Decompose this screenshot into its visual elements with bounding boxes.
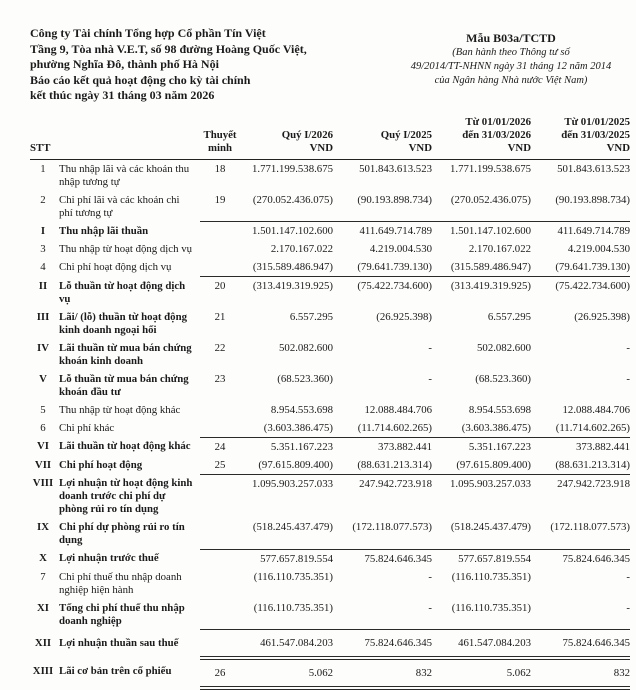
note-cell: 20 bbox=[200, 277, 240, 308]
value-ytd-2026-cell: 502.082.600 bbox=[432, 339, 531, 370]
description-cell: Lợi nhuận từ hoạt động kinh doanh trước chi phí dự phòng rủi ro tín dụng bbox=[56, 474, 200, 518]
value-ytd-2025-cell: - bbox=[531, 370, 630, 401]
value-q1-2026-cell: (3.603.386.475) bbox=[240, 419, 333, 438]
table-row bbox=[30, 630, 630, 659]
description-cell: Lỗ thuần từ hoạt động dịch vụ bbox=[56, 277, 200, 308]
value-ytd-2025-cell: 501.843.613.523 bbox=[531, 159, 630, 191]
stt-cell: 6 bbox=[30, 419, 56, 438]
stt-cell: X bbox=[30, 549, 56, 568]
value-ytd-2025-cell: 373.882.441 bbox=[531, 437, 630, 456]
header-q1-2025 bbox=[333, 116, 432, 160]
header-ytd-2026-from: Từ 01/01/2026 bbox=[432, 116, 531, 129]
note-cell bbox=[200, 549, 240, 568]
stt-cell: VI bbox=[30, 437, 56, 456]
note-cell: 21 bbox=[200, 308, 240, 339]
value-q1-2025-cell: 4.219.004.530 bbox=[333, 240, 432, 258]
report-title-line2: kết thúc ngày 31 tháng 03 năm 2026 bbox=[30, 88, 307, 104]
stt-cell: VIII bbox=[30, 474, 56, 518]
value-ytd-2025-cell: 75.824.646.345 bbox=[531, 630, 630, 659]
note-cell: 25 bbox=[200, 456, 240, 475]
header-ytd-2026-currency: VND bbox=[432, 142, 531, 155]
description-cell: Lợi nhuận trước thuế bbox=[56, 549, 200, 568]
value-ytd-2026-cell: 2.170.167.022 bbox=[432, 240, 531, 258]
value-ytd-2025-cell: (90.193.898.734) bbox=[531, 191, 630, 222]
stt-cell: XII bbox=[30, 630, 56, 659]
note-cell bbox=[200, 518, 240, 549]
table-row bbox=[30, 258, 630, 277]
table-row bbox=[30, 222, 630, 241]
value-q1-2025-cell: 75.824.646.345 bbox=[333, 630, 432, 659]
description-cell: Thu nhập từ hoạt động khác bbox=[56, 401, 200, 419]
value-ytd-2025-cell: 12.088.484.706 bbox=[531, 401, 630, 419]
table-row bbox=[30, 370, 630, 401]
table-row bbox=[30, 240, 630, 258]
value-ytd-2025-cell: 832 bbox=[531, 658, 630, 688]
value-q1-2025-cell: 75.824.646.345 bbox=[333, 549, 432, 568]
value-q1-2025-cell: 411.649.714.789 bbox=[333, 222, 432, 241]
description-cell: Lãi thuần từ hoạt động khác bbox=[56, 437, 200, 456]
report-title-line1: Báo cáo kết quả hoạt động cho kỳ tài chính bbox=[30, 73, 307, 89]
value-ytd-2025-cell: (79.641.739.130) bbox=[531, 258, 630, 277]
document-header bbox=[30, 26, 630, 104]
value-ytd-2025-cell: - bbox=[531, 339, 630, 370]
value-ytd-2026-cell: (3.603.386.475) bbox=[432, 419, 531, 438]
table-row bbox=[30, 568, 630, 599]
value-ytd-2026-cell: (116.110.735.351) bbox=[432, 568, 531, 599]
stt-cell: I bbox=[30, 222, 56, 241]
value-q1-2026-cell: 1.771.199.538.675 bbox=[240, 159, 333, 191]
note-cell bbox=[200, 568, 240, 599]
header-ytd-2025-currency: VND bbox=[531, 142, 630, 155]
note-cell bbox=[200, 240, 240, 258]
income-statement-table bbox=[30, 116, 630, 690]
value-q1-2025-cell: - bbox=[333, 568, 432, 599]
value-q1-2025-cell: (11.714.602.265) bbox=[333, 419, 432, 438]
stt-cell: II bbox=[30, 277, 56, 308]
value-q1-2025-cell: (75.422.734.600) bbox=[333, 277, 432, 308]
note-cell bbox=[200, 599, 240, 630]
value-ytd-2026-cell: 1.771.199.538.675 bbox=[432, 159, 531, 191]
table-row bbox=[30, 437, 630, 456]
description-cell: Lãi cơ bản trên cổ phiếu bbox=[56, 658, 200, 688]
header-note-line1: Thuyết bbox=[200, 129, 240, 142]
table-row bbox=[30, 658, 630, 688]
description-cell: Chi phí thuế thu nhập doanh nghiệp hiện hành bbox=[56, 568, 200, 599]
stt-cell: III bbox=[30, 308, 56, 339]
value-q1-2025-cell: (88.631.213.314) bbox=[333, 456, 432, 475]
value-ytd-2026-cell: 577.657.819.554 bbox=[432, 549, 531, 568]
header-q1-2026 bbox=[240, 116, 333, 160]
value-q1-2025-cell: - bbox=[333, 370, 432, 401]
table-row bbox=[30, 419, 630, 438]
table-row bbox=[30, 456, 630, 475]
value-ytd-2025-cell: (26.925.398) bbox=[531, 308, 630, 339]
value-ytd-2026-cell: 8.954.553.698 bbox=[432, 401, 531, 419]
table-row bbox=[30, 339, 630, 370]
value-ytd-2026-cell: (270.052.436.075) bbox=[432, 191, 531, 222]
table-row bbox=[30, 159, 630, 191]
stt-cell: XI bbox=[30, 599, 56, 630]
value-q1-2026-cell: (313.419.319.925) bbox=[240, 277, 333, 308]
value-ytd-2026-cell: (97.615.809.400) bbox=[432, 456, 531, 475]
description-cell: Lãi/ (lỗ) thuần từ hoạt động kinh doanh ngoại hối bbox=[56, 308, 200, 339]
stt-cell: 7 bbox=[30, 568, 56, 599]
stt-cell: 3 bbox=[30, 240, 56, 258]
value-q1-2025-cell: 247.942.723.918 bbox=[333, 474, 432, 518]
value-q1-2025-cell: 12.088.484.706 bbox=[333, 401, 432, 419]
value-q1-2025-cell: 832 bbox=[333, 658, 432, 688]
company-address-line1: Tầng 9, Tòa nhà V.E.T, số 98 đường Hoàng Quốc Việt, bbox=[30, 42, 307, 58]
value-q1-2026-cell: 8.954.553.698 bbox=[240, 401, 333, 419]
note-cell: 24 bbox=[200, 437, 240, 456]
note-cell bbox=[200, 222, 240, 241]
header-ytd-2025-to: đến 31/03/2025 bbox=[531, 129, 630, 142]
value-q1-2025-cell: - bbox=[333, 599, 432, 630]
form-note-line1: (Ban hành theo Thông tư số bbox=[394, 46, 628, 60]
company-info bbox=[30, 26, 307, 104]
value-ytd-2025-cell: (172.118.077.573) bbox=[531, 518, 630, 549]
value-q1-2026-cell: (68.523.360) bbox=[240, 370, 333, 401]
value-q1-2026-cell: 2.170.167.022 bbox=[240, 240, 333, 258]
value-q1-2025-cell: (26.925.398) bbox=[333, 308, 432, 339]
table-row bbox=[30, 308, 630, 339]
value-q1-2026-cell: 502.082.600 bbox=[240, 339, 333, 370]
value-ytd-2026-cell: 6.557.295 bbox=[432, 308, 531, 339]
stt-cell: IV bbox=[30, 339, 56, 370]
stt-cell: V bbox=[30, 370, 56, 401]
description-cell: Thu nhập lãi thuần bbox=[56, 222, 200, 241]
header-ytd-2026 bbox=[432, 116, 531, 160]
value-q1-2025-cell: 501.843.613.523 bbox=[333, 159, 432, 191]
value-ytd-2025-cell: (75.422.734.600) bbox=[531, 277, 630, 308]
value-ytd-2025-cell: 247.942.723.918 bbox=[531, 474, 630, 518]
value-q1-2026-cell: 577.657.819.554 bbox=[240, 549, 333, 568]
value-ytd-2026-cell: 461.547.084.203 bbox=[432, 630, 531, 659]
value-q1-2025-cell: - bbox=[333, 339, 432, 370]
description-cell: Chi phí khác bbox=[56, 419, 200, 438]
value-ytd-2025-cell: (11.714.602.265) bbox=[531, 419, 630, 438]
stt-cell: IX bbox=[30, 518, 56, 549]
report-table-body bbox=[30, 159, 630, 688]
header-ytd-2025 bbox=[531, 116, 630, 160]
value-ytd-2025-cell: (88.631.213.314) bbox=[531, 456, 630, 475]
value-q1-2026-cell: 5.351.167.223 bbox=[240, 437, 333, 456]
header-note bbox=[200, 116, 240, 160]
value-ytd-2025-cell: 75.824.646.345 bbox=[531, 549, 630, 568]
note-cell: 23 bbox=[200, 370, 240, 401]
form-number: Mẫu B03a/TCTD bbox=[394, 31, 628, 45]
value-q1-2026-cell: 6.557.295 bbox=[240, 308, 333, 339]
table-header bbox=[30, 116, 630, 160]
value-q1-2026-cell: (116.110.735.351) bbox=[240, 599, 333, 630]
header-q1-2025-currency: VND bbox=[333, 142, 432, 155]
description-cell: Chi phí dự phòng rủi ro tín dụng bbox=[56, 518, 200, 549]
note-cell bbox=[200, 419, 240, 438]
description-cell: Lỗ thuần từ mua bán chứng khoán đầu tư bbox=[56, 370, 200, 401]
value-q1-2025-cell: (172.118.077.573) bbox=[333, 518, 432, 549]
stt-cell: 1 bbox=[30, 159, 56, 191]
table-row bbox=[30, 277, 630, 308]
value-ytd-2026-cell: 1.095.903.257.033 bbox=[432, 474, 531, 518]
value-q1-2026-cell: (270.052.436.075) bbox=[240, 191, 333, 222]
stt-cell: 4 bbox=[30, 258, 56, 277]
form-note-line3: của Ngân hàng Nhà nước Việt Nam) bbox=[394, 74, 628, 88]
header-row bbox=[30, 116, 630, 160]
value-ytd-2026-cell: 5.062 bbox=[432, 658, 531, 688]
value-ytd-2025-cell: - bbox=[531, 568, 630, 599]
note-cell: 22 bbox=[200, 339, 240, 370]
header-description bbox=[56, 116, 200, 160]
value-q1-2026-cell: (116.110.735.351) bbox=[240, 568, 333, 599]
header-q1-2025-period: Quý I/2025 bbox=[333, 129, 432, 142]
value-q1-2026-cell: (518.245.437.479) bbox=[240, 518, 333, 549]
description-cell: Chi phí hoạt động dịch vụ bbox=[56, 258, 200, 277]
company-name: Công ty Tài chính Tổng hợp Cổ phần Tín Việt bbox=[30, 26, 307, 42]
value-q1-2026-cell: (315.589.486.947) bbox=[240, 258, 333, 277]
header-stt: STT bbox=[30, 116, 56, 160]
value-ytd-2025-cell: 4.219.004.530 bbox=[531, 240, 630, 258]
value-ytd-2026-cell: 1.501.147.102.600 bbox=[432, 222, 531, 241]
value-q1-2025-cell: (90.193.898.734) bbox=[333, 191, 432, 222]
stt-cell: VII bbox=[30, 456, 56, 475]
stt-cell: 5 bbox=[30, 401, 56, 419]
value-ytd-2026-cell: 5.351.167.223 bbox=[432, 437, 531, 456]
value-ytd-2026-cell: (315.589.486.947) bbox=[432, 258, 531, 277]
value-ytd-2026-cell: (518.245.437.479) bbox=[432, 518, 531, 549]
note-cell: 19 bbox=[200, 191, 240, 222]
table-row bbox=[30, 474, 630, 518]
header-q1-2026-period: Quý I/2026 bbox=[240, 129, 333, 142]
table-row bbox=[30, 549, 630, 568]
value-q1-2026-cell: 1.501.147.102.600 bbox=[240, 222, 333, 241]
value-ytd-2026-cell: (313.419.319.925) bbox=[432, 277, 531, 308]
form-reference bbox=[394, 31, 630, 88]
value-q1-2025-cell: (79.641.739.130) bbox=[333, 258, 432, 277]
value-q1-2025-cell: 373.882.441 bbox=[333, 437, 432, 456]
form-note-line2: 49/2014/TT-NHNN ngày 31 tháng 12 năm 2014 bbox=[394, 60, 628, 74]
header-ytd-2025-from: Từ 01/01/2025 bbox=[531, 116, 630, 129]
table-row bbox=[30, 401, 630, 419]
header-ytd-2026-to: đến 31/03/2026 bbox=[432, 129, 531, 142]
table-row bbox=[30, 191, 630, 222]
description-cell: Lợi nhuận thuần sau thuế bbox=[56, 630, 200, 659]
company-address-line2: phường Nghĩa Đô, thành phố Hà Nội bbox=[30, 57, 307, 73]
value-ytd-2026-cell: (116.110.735.351) bbox=[432, 599, 531, 630]
note-cell: 18 bbox=[200, 159, 240, 191]
value-q1-2026-cell: 461.547.084.203 bbox=[240, 630, 333, 659]
value-ytd-2025-cell: - bbox=[531, 599, 630, 630]
table-row bbox=[30, 518, 630, 549]
value-q1-2026-cell: 1.095.903.257.033 bbox=[240, 474, 333, 518]
description-cell: Lãi thuần từ mua bán chứng khoán kinh doanh bbox=[56, 339, 200, 370]
stt-cell: 2 bbox=[30, 191, 56, 222]
description-cell: Thu nhập từ hoạt động dịch vụ bbox=[56, 240, 200, 258]
stt-cell: XIII bbox=[30, 658, 56, 688]
description-cell: Chi phí lãi và các khoản chi phí tương tự bbox=[56, 191, 200, 222]
description-cell: Tổng chi phí thuế thu nhập doanh nghiệp bbox=[56, 599, 200, 630]
note-cell: 26 bbox=[200, 658, 240, 688]
value-q1-2026-cell: 5.062 bbox=[240, 658, 333, 688]
header-note-line2: minh bbox=[200, 142, 240, 155]
description-cell: Thu nhập lãi và các khoản thu nhập tương tự bbox=[56, 159, 200, 191]
note-cell bbox=[200, 401, 240, 419]
table-row bbox=[30, 599, 630, 630]
note-cell bbox=[200, 258, 240, 277]
value-ytd-2026-cell: (68.523.360) bbox=[432, 370, 531, 401]
description-cell: Chi phí hoạt động bbox=[56, 456, 200, 475]
header-q1-2026-currency: VND bbox=[240, 142, 333, 155]
note-cell bbox=[200, 474, 240, 518]
value-ytd-2025-cell: 411.649.714.789 bbox=[531, 222, 630, 241]
note-cell bbox=[200, 630, 240, 659]
value-q1-2026-cell: (97.615.809.400) bbox=[240, 456, 333, 475]
